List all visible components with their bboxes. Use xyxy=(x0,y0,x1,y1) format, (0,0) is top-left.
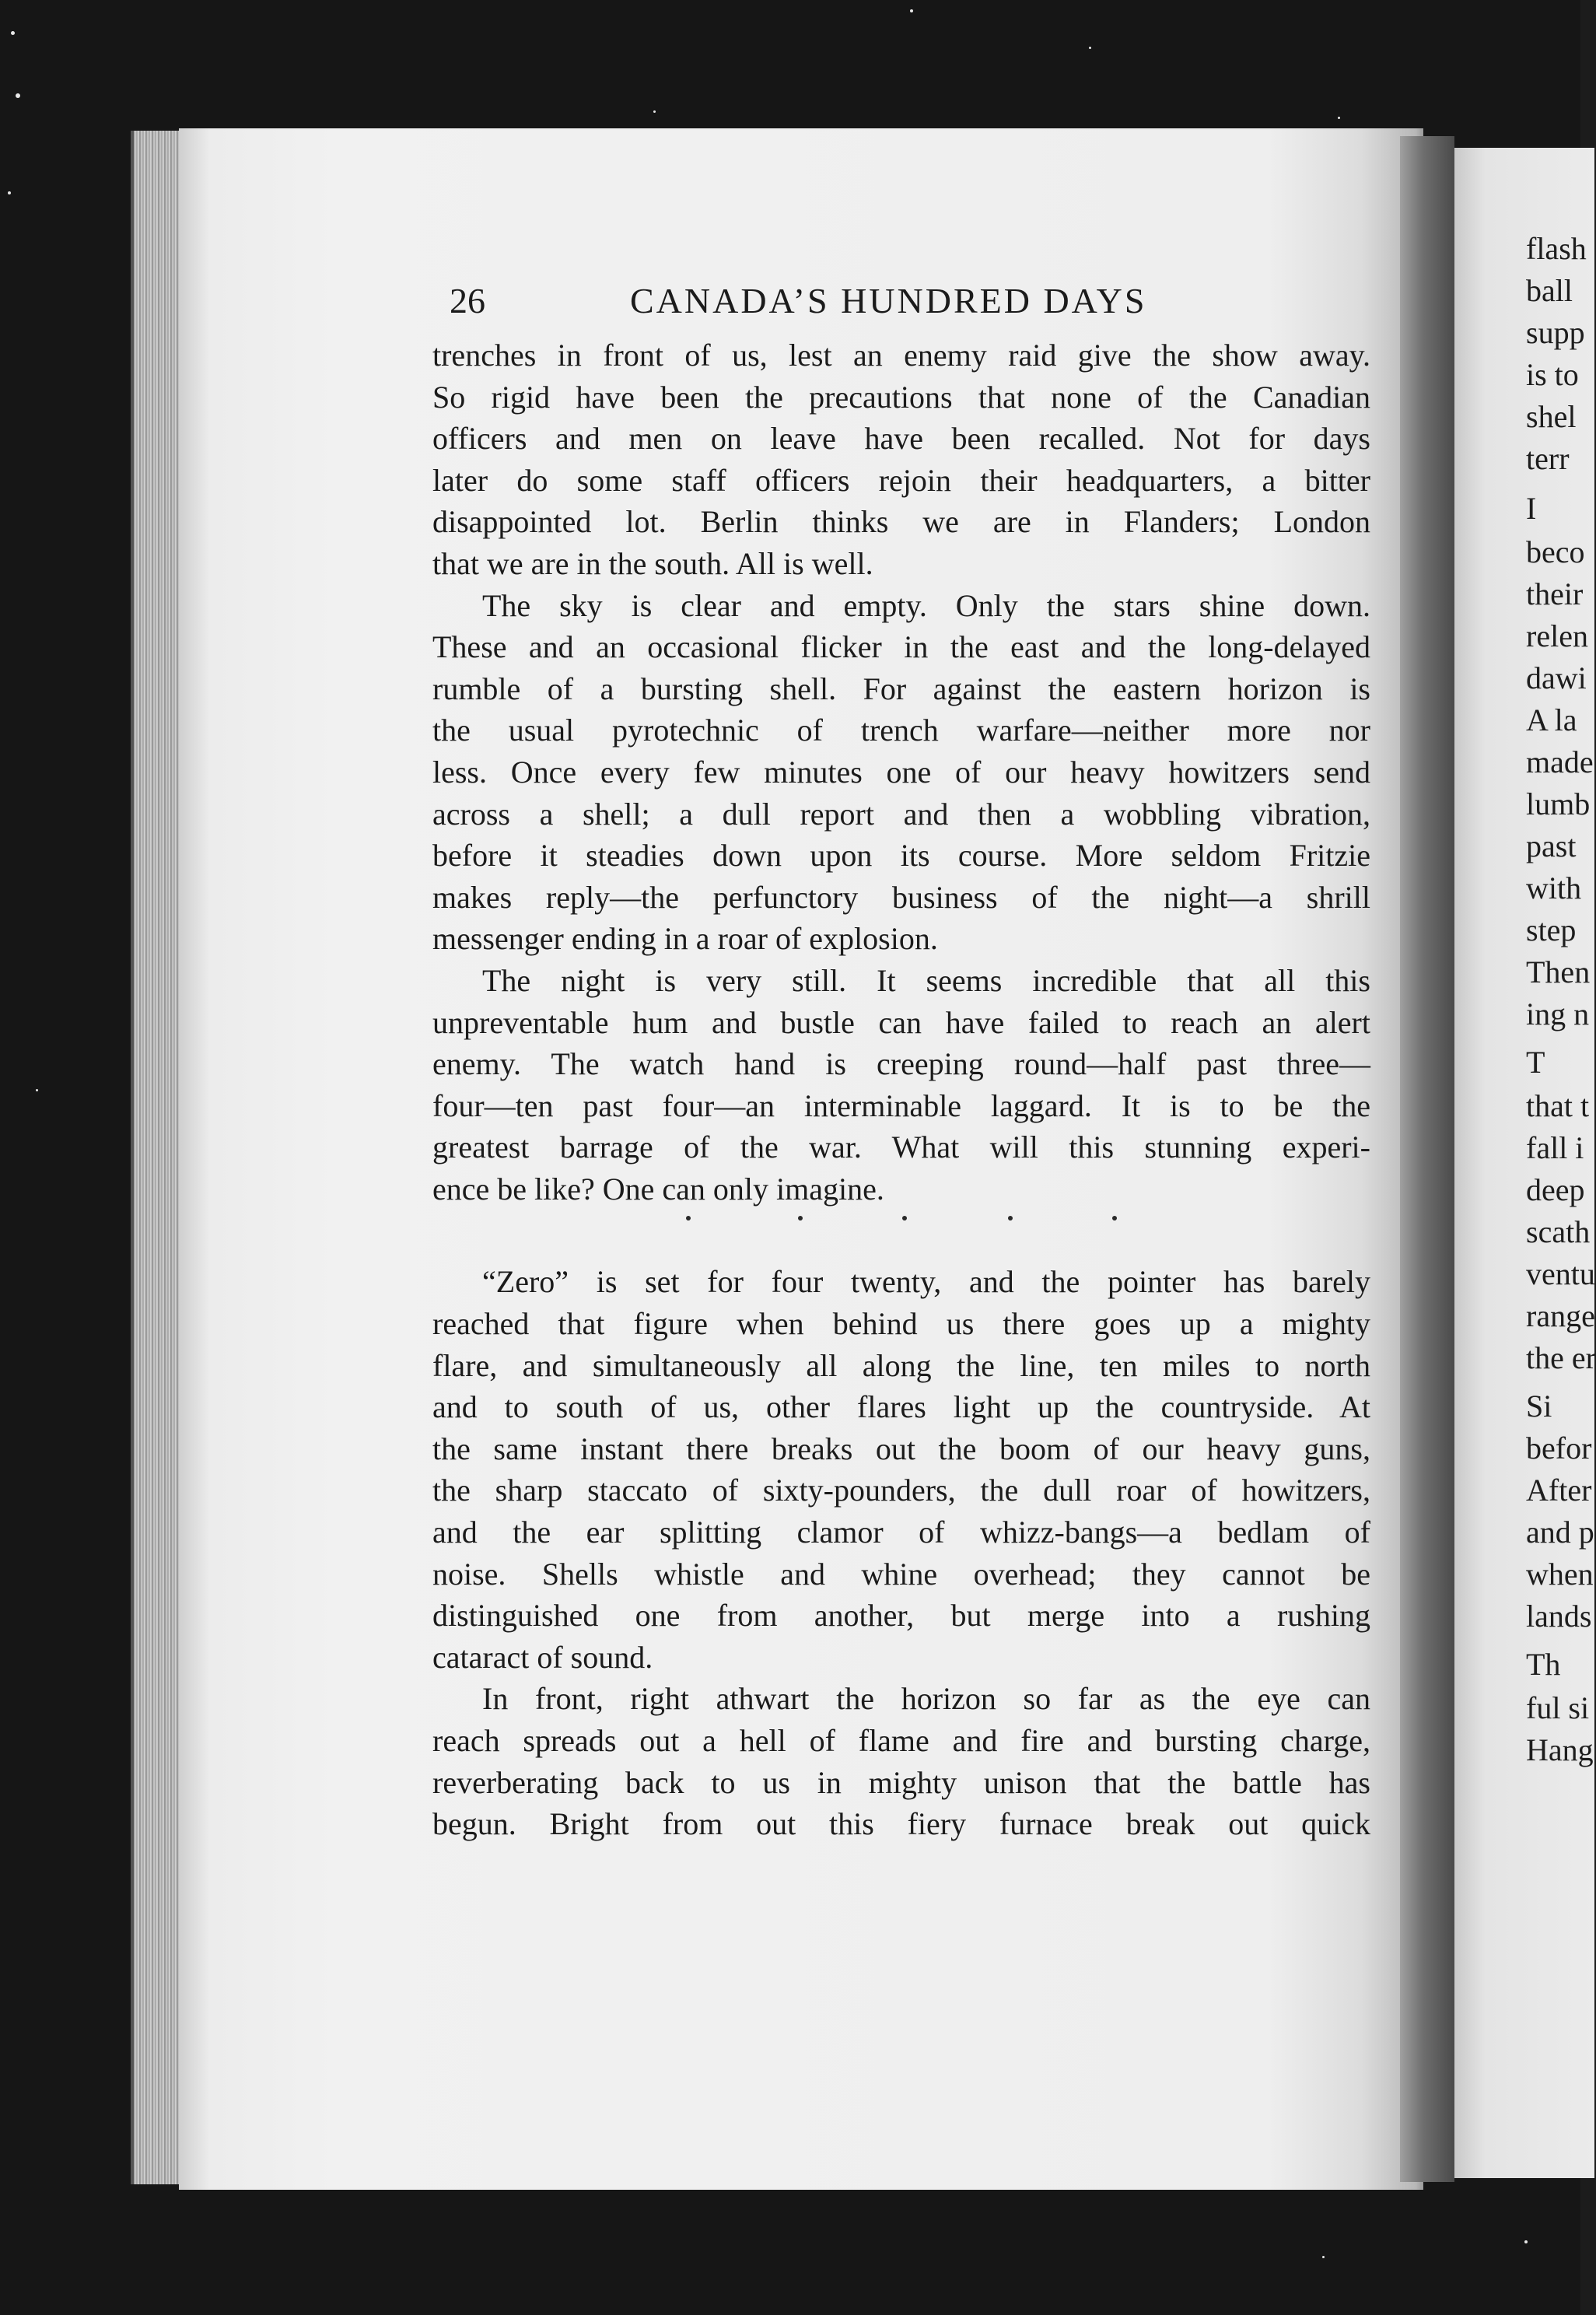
text-line: messenger ending in a roar of explosion. xyxy=(432,921,938,957)
paragraph xyxy=(432,334,1370,585)
facing-page-fragment: ing n xyxy=(1526,996,1590,1031)
scan-speck xyxy=(1089,47,1091,49)
text-line: before it steadies down upon its course. More seldom Fritzie xyxy=(432,838,1370,874)
section-break-dots xyxy=(432,1210,1370,1261)
text-line: These and an occasional flicker in the east and the long-delayed xyxy=(432,629,1370,665)
facing-page-fragment: the er xyxy=(1526,1340,1596,1375)
paragraph xyxy=(432,585,1370,960)
scan-speck xyxy=(36,1089,38,1091)
facing-page-fragment: beco xyxy=(1526,534,1585,569)
text-line: officers and men on leave have been recalled. Not for days xyxy=(432,421,1370,457)
facing-page-fragment: and p xyxy=(1526,1515,1594,1550)
facing-page-fragment: that t xyxy=(1526,1088,1590,1123)
text-line: noise. Shells whistle and whine overhead; they cannot be xyxy=(432,1556,1370,1592)
text-line: unpreventable hum and bustle can have failed to reach an alert xyxy=(432,1004,1370,1040)
right-page-fragment xyxy=(1454,148,1594,2178)
text-line: trenches in front of us, lest an enemy raid give the show away. xyxy=(432,338,1370,373)
facing-page-fragment: range xyxy=(1526,1298,1595,1333)
section-break-dot xyxy=(902,1216,907,1221)
section-break-dot xyxy=(1008,1216,1013,1221)
facing-page-fragment: ball xyxy=(1526,273,1573,308)
facing-page-fragment: when xyxy=(1526,1557,1594,1592)
text-line: makes reply—the perfunctory business of the night—a shrill xyxy=(432,879,1370,915)
body-text xyxy=(432,334,1370,1845)
text-line: and to south of us, other flares light up the countryside. At xyxy=(432,1389,1370,1425)
book-gutter xyxy=(1400,136,1454,2182)
facing-page-fragment: step xyxy=(1526,912,1577,947)
facing-page-fragment: lands xyxy=(1526,1599,1592,1634)
page-number: 26 xyxy=(450,281,485,320)
facing-page-fragment: deep xyxy=(1526,1172,1585,1207)
facing-page-fragment: with xyxy=(1526,870,1582,905)
paragraph xyxy=(432,1678,1370,1844)
text-line: In front, right athwart the horizon so far as the eye can xyxy=(482,1681,1370,1717)
facing-page-fragment: their xyxy=(1526,576,1584,611)
text-line: reached that figure when behind us there goes up a mighty xyxy=(432,1306,1370,1342)
facing-page-fragment: A la xyxy=(1526,702,1577,737)
scan-speck xyxy=(910,9,913,12)
scan-speck xyxy=(8,191,11,194)
text-line: four—ten past four—an interminable laggard. It is to be the xyxy=(432,1087,1370,1123)
facing-page-fragment: shel xyxy=(1526,399,1577,434)
facing-page-fragment: relen xyxy=(1526,618,1588,653)
facing-page-fragment: Then xyxy=(1526,954,1591,989)
facing-page-fragment: flash xyxy=(1526,231,1587,266)
facing-page-fragment: dawi xyxy=(1526,660,1587,695)
facing-page-fragment: made xyxy=(1526,744,1594,779)
text-line: enemy. The watch hand is creeping round—half past three— xyxy=(432,1046,1370,1082)
text-line: ence be like? One can only imagine. xyxy=(432,1171,884,1207)
text-line: begun. Bright from out this fiery furnace break out quick xyxy=(432,1806,1370,1842)
text-line: the sharp staccato of sixty-pounders, the dull roar of howitzers, xyxy=(432,1473,1370,1508)
text-line: reach spreads out a hell of flame and fire and bursting charge, xyxy=(432,1723,1370,1758)
text-line: across a shell; a dull report and then a wobbling vibration, xyxy=(432,796,1370,832)
text-line: that we are in the south. All is well. xyxy=(432,545,873,581)
facing-page-fragment: ventu xyxy=(1526,1256,1595,1291)
text-line: cataract of sound. xyxy=(432,1639,653,1675)
facing-page-fragment: lumb xyxy=(1526,786,1591,821)
scan-speck xyxy=(11,31,15,35)
facing-page-fragment: T xyxy=(1526,1045,1545,1080)
facing-page-fragment: past xyxy=(1526,828,1577,863)
running-head xyxy=(432,280,1370,334)
text-line: less. Once every few minutes one of our heavy howitzers send xyxy=(432,754,1370,790)
facing-page-fragment: befor xyxy=(1526,1431,1592,1466)
section-break-dot xyxy=(686,1216,691,1221)
facing-page-fragment: ful si xyxy=(1526,1690,1590,1725)
scan-speck xyxy=(653,110,656,113)
facing-page-fragment: Th xyxy=(1526,1647,1561,1682)
text-line: the same instant there breaks out the boom of our heavy guns, xyxy=(432,1431,1370,1466)
text-line: and the ear splitting clamor of whizz-bangs—a bedlam of xyxy=(432,1515,1370,1550)
text-line: disappointed lot. Berlin thinks we are in Flanders; London xyxy=(432,504,1370,540)
section-break-dot xyxy=(798,1216,803,1221)
paragraph xyxy=(432,1261,1370,1678)
facing-page-fragment: scath xyxy=(1526,1214,1591,1249)
text-line: the usual pyrotechnic of trench warfare—neither more nor xyxy=(432,713,1370,748)
text-line: distinguished one from another, but merge into a rushing xyxy=(432,1598,1370,1634)
facing-page-fragment: supp xyxy=(1526,315,1585,350)
text-line: The sky is clear and empty. Only the stars shine down. xyxy=(482,587,1370,623)
paragraph xyxy=(432,960,1370,1210)
text-line: “Zero” is set for four twenty, and the pointer has barely xyxy=(482,1264,1370,1300)
page-text-block xyxy=(432,280,1370,1845)
text-line: rumble of a bursting shell. For against the eastern horizon is xyxy=(432,671,1370,706)
facing-page-fragment: I xyxy=(1526,491,1537,526)
scan-speck xyxy=(16,93,20,98)
text-line: later do some staff officers rejoin their headquarters, a bitter xyxy=(432,462,1370,498)
facing-page-fragment: Si xyxy=(1526,1389,1552,1424)
text-line: greatest barrage of the war. What will this stunning experi- xyxy=(432,1129,1370,1165)
facing-page-fragment: terr xyxy=(1526,441,1570,476)
scan-speck xyxy=(1524,2240,1528,2243)
text-line: flare, and simultaneously all along the line, ten miles to north xyxy=(432,1347,1370,1383)
page-leaf-edges xyxy=(131,131,182,2184)
facing-page-fragment: After xyxy=(1526,1473,1592,1508)
facing-page-fragment: fall i xyxy=(1526,1130,1584,1165)
section-break-dot xyxy=(1112,1216,1117,1221)
text-line: The night is very still. It seems incredible that all this xyxy=(482,962,1370,998)
text-line: reverberating back to us in mighty unison that the battle has xyxy=(432,1764,1370,1800)
running-title: CANADA’S HUNDRED DAYS xyxy=(630,281,1147,320)
scan-speck xyxy=(1322,2256,1325,2258)
scan-speck xyxy=(1338,117,1340,119)
text-line: So rigid have been the precautions that none of the Canadian xyxy=(432,379,1370,415)
facing-page-fragment: is to xyxy=(1526,357,1579,392)
facing-page-fragment: Hang xyxy=(1526,1732,1594,1767)
